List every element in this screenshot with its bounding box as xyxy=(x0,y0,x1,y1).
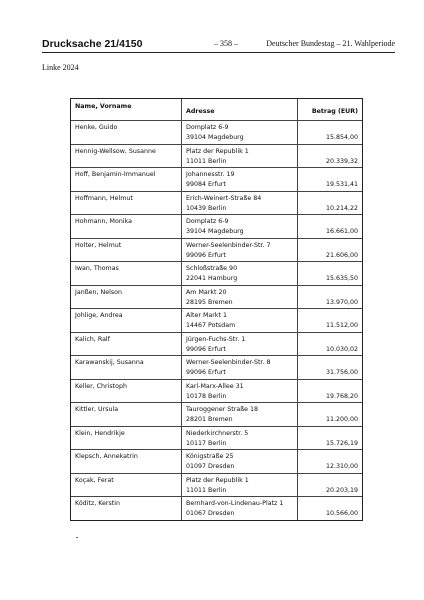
table-cell xyxy=(297,309,362,332)
donor-city: 01067 Dresden xyxy=(186,510,235,517)
donor-city: 01097 Dresden xyxy=(186,463,235,470)
donor-amount: 11.512,00 xyxy=(325,322,358,329)
table-cell xyxy=(71,474,181,497)
donor-amount: 10.030,02 xyxy=(325,345,358,353)
page-header xyxy=(42,38,395,53)
donor-city: 99096 Erfurt xyxy=(186,345,226,353)
donor-table xyxy=(70,98,363,521)
document-label: Drucksache 21/ xyxy=(42,38,120,50)
table-cell xyxy=(181,450,297,473)
table-cell xyxy=(297,403,362,426)
table-cell xyxy=(297,474,362,497)
table-cell xyxy=(71,427,181,450)
donor-street: Jürgen-Fuchs-Str. 1 xyxy=(186,335,246,343)
table-cell xyxy=(297,356,362,379)
donor-name: Henke, Guido xyxy=(75,124,118,131)
table-cell xyxy=(71,380,181,403)
donor-name: Hohmann, Monika xyxy=(75,218,132,225)
donor-amount: 20.339,32 xyxy=(325,157,358,165)
donor-amount: 16.661,00 xyxy=(325,228,358,235)
table-row xyxy=(71,496,362,520)
column-header-name: Name, Vorname xyxy=(75,103,132,110)
donor-name: Janßen, Nelson xyxy=(75,288,122,296)
table-row xyxy=(71,261,362,285)
table-cell xyxy=(181,427,297,450)
table-row xyxy=(71,426,362,450)
table-cell xyxy=(297,286,362,309)
donor-street: Alter Markt 1 xyxy=(186,312,227,319)
table-cell xyxy=(181,403,297,426)
table-cell xyxy=(181,168,297,191)
table-cell xyxy=(181,474,297,497)
section-label: Linke 2024 xyxy=(42,63,79,72)
table-row xyxy=(71,144,362,168)
donor-amount: 11.200,00 xyxy=(325,416,358,423)
donor-street: Tauroggener Straße 18 xyxy=(186,406,259,413)
donor-name: Hennig-Wellsow, Susanne xyxy=(75,147,156,155)
table-row xyxy=(71,285,362,309)
table-cell xyxy=(71,262,181,285)
table-cell xyxy=(181,380,297,403)
donor-city: 28195 Bremen xyxy=(186,298,233,306)
table-cell xyxy=(297,450,362,473)
table-cell xyxy=(297,380,362,403)
table-cell xyxy=(71,309,181,332)
donor-amount: 13.970,00 xyxy=(325,298,358,306)
donor-city: 11011 Berlin xyxy=(186,157,227,165)
table-cell xyxy=(181,239,297,262)
donor-street: Niederkirchnerstr. 5 xyxy=(186,429,249,437)
table-cell xyxy=(181,309,297,332)
donor-street: Karl-Marx-Allee 31 xyxy=(186,382,244,390)
table-cell xyxy=(297,215,362,238)
donor-name: Hoff, Benjamin-Immanuel xyxy=(75,171,156,178)
document-number xyxy=(42,38,142,50)
table-cell xyxy=(181,192,297,215)
donor-street: Königstraße 25 xyxy=(186,453,234,460)
donor-city: 39104 Magdeburg xyxy=(186,134,244,141)
donor-name: Johlige, Andrea xyxy=(75,312,123,319)
donor-amount: 12.310,00 xyxy=(325,463,358,470)
donor-city: 99096 Erfurt xyxy=(186,369,226,376)
table-cell xyxy=(297,262,362,285)
donor-amount: 31.756,00 xyxy=(325,369,358,376)
table-row xyxy=(71,379,362,403)
table-cell xyxy=(181,286,297,309)
table-cell xyxy=(71,121,181,144)
table-cell xyxy=(71,497,181,520)
donor-amount: 20.203,19 xyxy=(325,486,358,494)
table-cell xyxy=(71,333,181,356)
table-cell xyxy=(71,168,181,191)
table-row xyxy=(71,120,362,144)
donor-name: Kittler, Ursula xyxy=(75,406,119,413)
donor-city: 39104 Magdeburg xyxy=(186,228,244,235)
donor-city: 28201 Bremen xyxy=(186,416,233,423)
table-row xyxy=(71,214,362,238)
table-cell xyxy=(181,215,297,238)
donor-name: Klepsch, Annekatrin xyxy=(75,453,138,460)
donor-name: Keller, Christoph xyxy=(75,382,127,390)
table-row xyxy=(71,308,362,332)
donor-street: Platz der Republik 1 xyxy=(186,147,249,155)
donor-city: 22041 Hamburg xyxy=(186,275,238,282)
page-mark xyxy=(76,537,78,538)
donor-amount: 10.566,00 xyxy=(325,510,358,517)
donor-name: Holter, Helmut xyxy=(75,241,122,249)
donor-street: Domplatz 6-9 xyxy=(186,124,229,131)
donor-name: Koçak, Ferat xyxy=(75,476,114,484)
table-cell xyxy=(71,239,181,262)
table-row xyxy=(71,449,362,473)
donor-city: 10439 Berlin xyxy=(186,204,227,212)
table-cell xyxy=(71,403,181,426)
donor-amount: 15.635,50 xyxy=(325,275,358,282)
donor-amount: 21.606,00 xyxy=(325,251,358,259)
donor-amount: 10.214,22 xyxy=(325,204,358,212)
table-cell xyxy=(71,215,181,238)
donor-amount: 15.854,00 xyxy=(325,134,358,141)
table-cell xyxy=(297,497,362,520)
donor-street: Domplatz 6-9 xyxy=(186,218,229,225)
donor-city: 11011 Berlin xyxy=(186,486,227,494)
donor-name: Köditz, Kerstin xyxy=(75,500,120,507)
table-row xyxy=(71,355,362,379)
table-cell xyxy=(181,262,297,285)
table-cell xyxy=(71,450,181,473)
document-number-value: 4150 xyxy=(119,38,143,50)
donor-street: Am Markt 20 xyxy=(186,288,227,296)
donor-street: Erich-Weinert-Straße 84 xyxy=(186,194,262,202)
donor-name: Karawanskij, Susanna xyxy=(75,359,144,366)
table-cell xyxy=(297,333,362,356)
donor-street: Platz der Republik 1 xyxy=(186,476,249,484)
donor-street: Werner-Seelenbinder-Str. 7 xyxy=(186,241,271,249)
column-header-address: Adresse xyxy=(186,108,215,115)
table-cell xyxy=(297,427,362,450)
table-cell xyxy=(181,145,297,168)
donor-city: 99096 Erfurt xyxy=(186,251,226,259)
donor-amount: 15.726,19 xyxy=(325,439,358,447)
table-cell xyxy=(297,239,362,262)
donor-amount: 19.768,20 xyxy=(325,392,358,400)
donor-city: 99084 Erfurt xyxy=(186,181,226,188)
donor-name: Klein, Hendrikje xyxy=(75,429,125,437)
table-row xyxy=(71,402,362,426)
table-cell xyxy=(71,145,181,168)
table-cell xyxy=(181,356,297,379)
table-header-row xyxy=(71,99,362,120)
table-cell xyxy=(181,333,297,356)
table-row xyxy=(71,238,362,262)
table-row xyxy=(71,332,362,356)
donor-name: Kalich, Ralf xyxy=(75,335,110,343)
table-cell xyxy=(181,497,297,520)
table-cell xyxy=(297,121,362,144)
table-cell xyxy=(71,192,181,215)
donor-street: Johannesstr. 19 xyxy=(186,171,235,178)
donor-street: Bernhard-von-Lindenau-Platz 1 xyxy=(186,500,284,507)
table-row xyxy=(71,191,362,215)
donor-name: Iwan, Thomas xyxy=(75,265,119,272)
column-header-amount: Betrag (EUR) xyxy=(311,108,358,115)
donor-city: 14467 Potsdam xyxy=(186,322,236,329)
table-cell xyxy=(71,356,181,379)
table-cell xyxy=(181,121,297,144)
page-number: – 358 – xyxy=(214,39,238,48)
table-cell xyxy=(297,168,362,191)
table-cell xyxy=(297,145,362,168)
donor-city: 10178 Berlin xyxy=(186,392,227,400)
donor-city: 10117 Berlin xyxy=(186,439,227,447)
table-cell xyxy=(297,192,362,215)
table-row xyxy=(71,473,362,497)
donor-street: Schloßstraße 90 xyxy=(186,265,238,272)
publisher-label: Deutscher Bundestag – 21. Wahlperiode xyxy=(266,39,395,48)
donor-amount: 19.531,41 xyxy=(325,181,358,188)
table-cell xyxy=(71,286,181,309)
donor-name: Hoffmann, Helmut xyxy=(75,194,133,202)
donor-street: Werner-Seelenbinder-Str. 8 xyxy=(186,359,271,366)
table-row xyxy=(71,167,362,191)
